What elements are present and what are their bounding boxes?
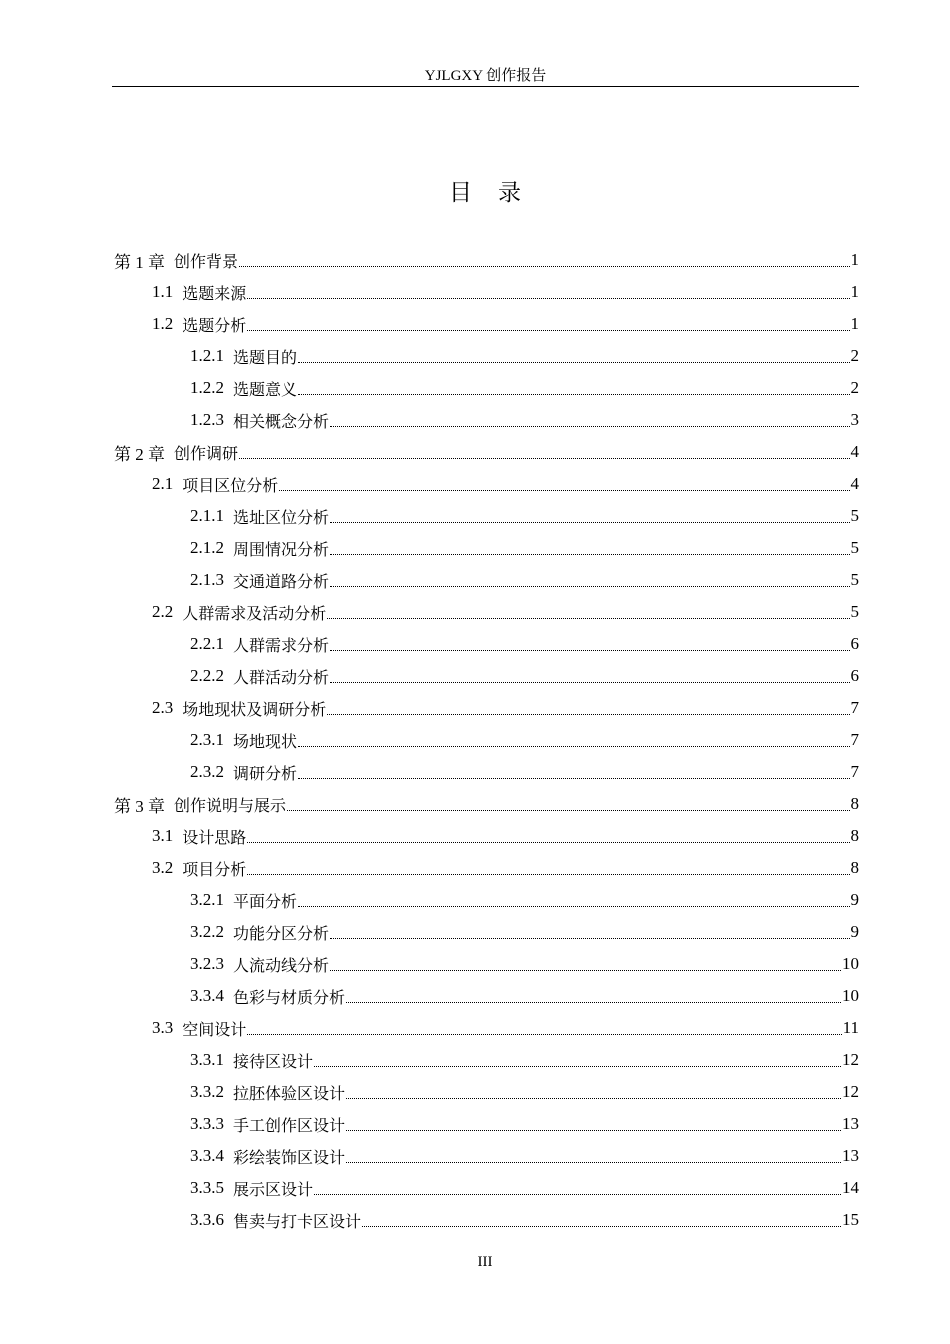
toc-entry-title: 拉胚体验区设计	[233, 1083, 346, 1103]
toc-entry-page: 4	[850, 474, 859, 493]
toc-entry[interactable]	[190, 564, 859, 596]
toc-entry-page: 2	[850, 378, 859, 397]
toc-entry-number: 3.2.2	[190, 922, 224, 941]
toc-entry-title: 设计思路	[182, 827, 247, 847]
dot-leader	[330, 566, 849, 587]
toc-entry-page: 12	[842, 1082, 859, 1101]
toc-entry[interactable]	[190, 372, 859, 404]
toc-entry[interactable]	[152, 692, 859, 724]
toc-entry[interactable]	[190, 884, 859, 916]
toc-entry-number: 1.2.2	[190, 378, 224, 397]
toc-entry-page: 6	[850, 634, 859, 653]
toc-entry-number: 2.1	[152, 474, 174, 493]
toc-entry-number: 第 1 章	[114, 252, 165, 272]
toc-entry-title: 平面分析	[233, 891, 298, 911]
toc-entry[interactable]	[190, 1172, 859, 1204]
dot-leader	[330, 406, 849, 427]
toc-entry-page: 1	[850, 250, 859, 269]
toc-entry-number: 1.2.3	[190, 410, 224, 429]
toc-entry-number: 2.3.2	[190, 762, 224, 781]
toc-entry-number: 3.3.1	[190, 1050, 224, 1069]
toc-entry[interactable]	[152, 308, 859, 340]
toc-entry-title: 彩绘装饰区设计	[233, 1147, 346, 1167]
toc-entry-title: 人群活动分析	[233, 667, 330, 687]
toc-entry[interactable]	[114, 244, 859, 276]
toc-entry-title: 功能分区分析	[233, 923, 330, 943]
toc-entry-page: 7	[850, 698, 859, 717]
toc-entry-title: 场地现状及调研分析	[182, 699, 327, 719]
toc-entry-number: 1.2.1	[190, 346, 224, 365]
toc-entry[interactable]	[190, 916, 859, 948]
toc-title-char: 目	[449, 180, 472, 206]
toc-entry-page: 4	[850, 442, 859, 461]
page-header: YJLGXY 创作报告	[424, 68, 547, 84]
dot-leader	[287, 790, 849, 811]
toc-entry-title: 选址区位分析	[233, 507, 330, 527]
toc-entry-title: 人群需求分析	[233, 635, 330, 655]
dot-leader	[247, 278, 849, 299]
toc-entry[interactable]	[190, 980, 859, 1012]
toc-entry-title: 创作说明与展示	[174, 795, 287, 815]
dot-leader	[239, 246, 849, 267]
dot-leader	[362, 1206, 841, 1227]
toc-entry-number: 3.3	[152, 1018, 174, 1037]
toc-entry-page: 1	[850, 314, 859, 333]
toc-entry[interactable]	[190, 532, 859, 564]
toc-entry-page: 5	[850, 602, 859, 621]
toc-entry-number: 2.2.2	[190, 666, 224, 685]
dot-leader	[330, 662, 849, 683]
toc-entry[interactable]	[190, 404, 859, 436]
toc-entry[interactable]	[114, 436, 859, 468]
toc-entry-title: 交通道路分析	[233, 571, 330, 591]
toc-entry[interactable]	[190, 340, 859, 372]
toc-entry[interactable]	[190, 724, 859, 756]
dot-leader	[247, 822, 849, 843]
dot-leader	[279, 470, 849, 491]
toc-entry[interactable]	[190, 1204, 859, 1236]
page-number: III	[477, 1254, 493, 1270]
toc-entry-page: 14	[842, 1178, 859, 1197]
toc-entry-page: 11	[842, 1018, 859, 1037]
toc-entry-number: 2.2.1	[190, 634, 224, 653]
toc-entry-title: 手工创作区设计	[233, 1115, 346, 1135]
toc-entry-title: 相关概念分析	[233, 411, 330, 431]
toc-entry-page: 1	[850, 282, 859, 301]
toc-entry-page: 13	[842, 1114, 859, 1133]
header-rule	[112, 86, 859, 87]
toc-entry-title: 调研分析	[233, 763, 298, 783]
toc-entry-page: 7	[850, 730, 859, 749]
dot-leader	[314, 1046, 841, 1067]
toc-entry-title: 空间设计	[182, 1019, 247, 1039]
toc-entry[interactable]	[152, 1012, 859, 1044]
toc-entry-title: 选题目的	[233, 347, 298, 367]
toc-entry-page: 12	[842, 1050, 859, 1069]
toc-entry-number: 3.3.5	[190, 1178, 224, 1197]
toc-entry-title: 售卖与打卡区设计	[233, 1211, 362, 1231]
toc-entry-title: 选题分析	[182, 315, 247, 335]
toc-entry-number: 2.1.1	[190, 506, 224, 525]
dot-leader	[327, 694, 849, 715]
toc-entry[interactable]	[114, 788, 859, 820]
toc-entry-title: 选题意义	[233, 379, 298, 399]
toc-entry-number: 第 3 章	[114, 796, 165, 816]
toc-entry[interactable]	[152, 852, 859, 884]
toc-entry-page: 8	[850, 826, 859, 845]
dot-leader	[330, 502, 849, 523]
dot-leader	[330, 630, 849, 651]
toc-entry-page: 9	[850, 890, 859, 909]
toc-entry[interactable]	[152, 276, 859, 308]
toc-entry-page: 13	[842, 1146, 859, 1165]
toc-entry-number: 3.3.3	[190, 1114, 224, 1133]
toc-entry-title: 选题来源	[182, 283, 247, 303]
dot-leader	[298, 342, 849, 363]
toc-entry-number: 3.3.6	[190, 1210, 224, 1229]
toc-entry-page: 5	[850, 538, 859, 557]
toc-entry[interactable]	[190, 1108, 859, 1140]
toc-entry-page: 10	[842, 986, 859, 1005]
dot-leader	[239, 438, 849, 459]
toc-entry-title: 接待区设计	[233, 1051, 314, 1071]
toc-entry-page: 2	[850, 346, 859, 365]
toc-entry-title: 项目分析	[182, 859, 247, 879]
toc-entry-number: 3.2	[152, 858, 174, 877]
toc-entry-number: 1.2	[152, 314, 174, 333]
toc-entry-title: 项目区位分析	[182, 475, 279, 495]
toc-entry[interactable]	[190, 1044, 859, 1076]
toc-entry-number: 2.1.2	[190, 538, 224, 557]
toc-entry-number: 1.1	[152, 282, 174, 301]
toc-entry-title: 人流动线分析	[233, 955, 330, 975]
dot-leader	[314, 1174, 841, 1195]
toc-entry[interactable]	[190, 756, 859, 788]
toc-title-char: 录	[498, 180, 521, 206]
dot-leader	[346, 1142, 841, 1163]
toc-entry-page: 5	[850, 506, 859, 525]
toc-entry-page: 3	[850, 410, 859, 429]
toc-entry-number: 3.3.4	[190, 1146, 224, 1165]
toc-entry-title: 周围情况分析	[233, 539, 330, 559]
toc-entry-title: 人群需求及活动分析	[182, 603, 327, 623]
toc-entry-title: 色彩与材质分析	[233, 987, 346, 1007]
dot-leader	[330, 950, 841, 971]
toc-entry-page: 8	[850, 858, 859, 877]
toc-entry-title: 创作调研	[174, 443, 239, 463]
dot-leader	[346, 1078, 841, 1099]
toc-entry-number: 2.1.3	[190, 570, 224, 589]
toc-entry-page: 15	[842, 1210, 859, 1229]
toc-entry-title: 创作背景	[174, 251, 239, 271]
dot-leader	[298, 374, 849, 395]
toc-entry-page: 10	[842, 954, 859, 973]
toc-entry[interactable]	[152, 468, 859, 500]
toc-entry-number: 3.2.3	[190, 954, 224, 973]
toc-entry[interactable]	[190, 1140, 859, 1172]
toc-entry-number: 3.2.1	[190, 890, 224, 909]
dot-leader	[247, 1014, 841, 1035]
toc-entry-number: 2.3	[152, 698, 174, 717]
toc-entry-number: 3.3.2	[190, 1082, 224, 1101]
dot-leader	[298, 886, 849, 907]
toc-entry[interactable]	[190, 500, 859, 532]
toc-entry-page: 8	[850, 794, 859, 813]
dot-leader	[327, 598, 849, 619]
toc-entry-title: 场地现状	[233, 731, 298, 751]
dot-leader	[330, 918, 849, 939]
toc-title	[0, 176, 950, 210]
toc-entry-number: 2.2	[152, 602, 174, 621]
toc-entry[interactable]	[152, 596, 859, 628]
toc-entry[interactable]	[190, 1076, 859, 1108]
toc-entry[interactable]	[190, 628, 859, 660]
toc-entry-title: 展示区设计	[233, 1179, 314, 1199]
toc-entry-number: 3.3.4	[190, 986, 224, 1005]
dot-leader	[330, 534, 849, 555]
dot-leader	[247, 310, 849, 331]
dot-leader	[346, 982, 841, 1003]
toc-entry[interactable]	[190, 948, 859, 980]
toc-entry-page: 9	[850, 922, 859, 941]
toc-entry-number: 3.1	[152, 826, 174, 845]
dot-leader	[298, 758, 849, 779]
dot-leader	[346, 1110, 841, 1131]
toc-entry-number: 2.3.1	[190, 730, 224, 749]
toc-entry[interactable]	[152, 820, 859, 852]
dot-leader	[298, 726, 849, 747]
dot-leader	[247, 854, 849, 875]
toc-entry-page: 5	[850, 570, 859, 589]
toc-entry-number: 第 2 章	[114, 444, 165, 464]
toc-entry-page: 6	[850, 666, 859, 685]
toc-entry[interactable]	[190, 660, 859, 692]
toc-entry-page: 7	[850, 762, 859, 781]
